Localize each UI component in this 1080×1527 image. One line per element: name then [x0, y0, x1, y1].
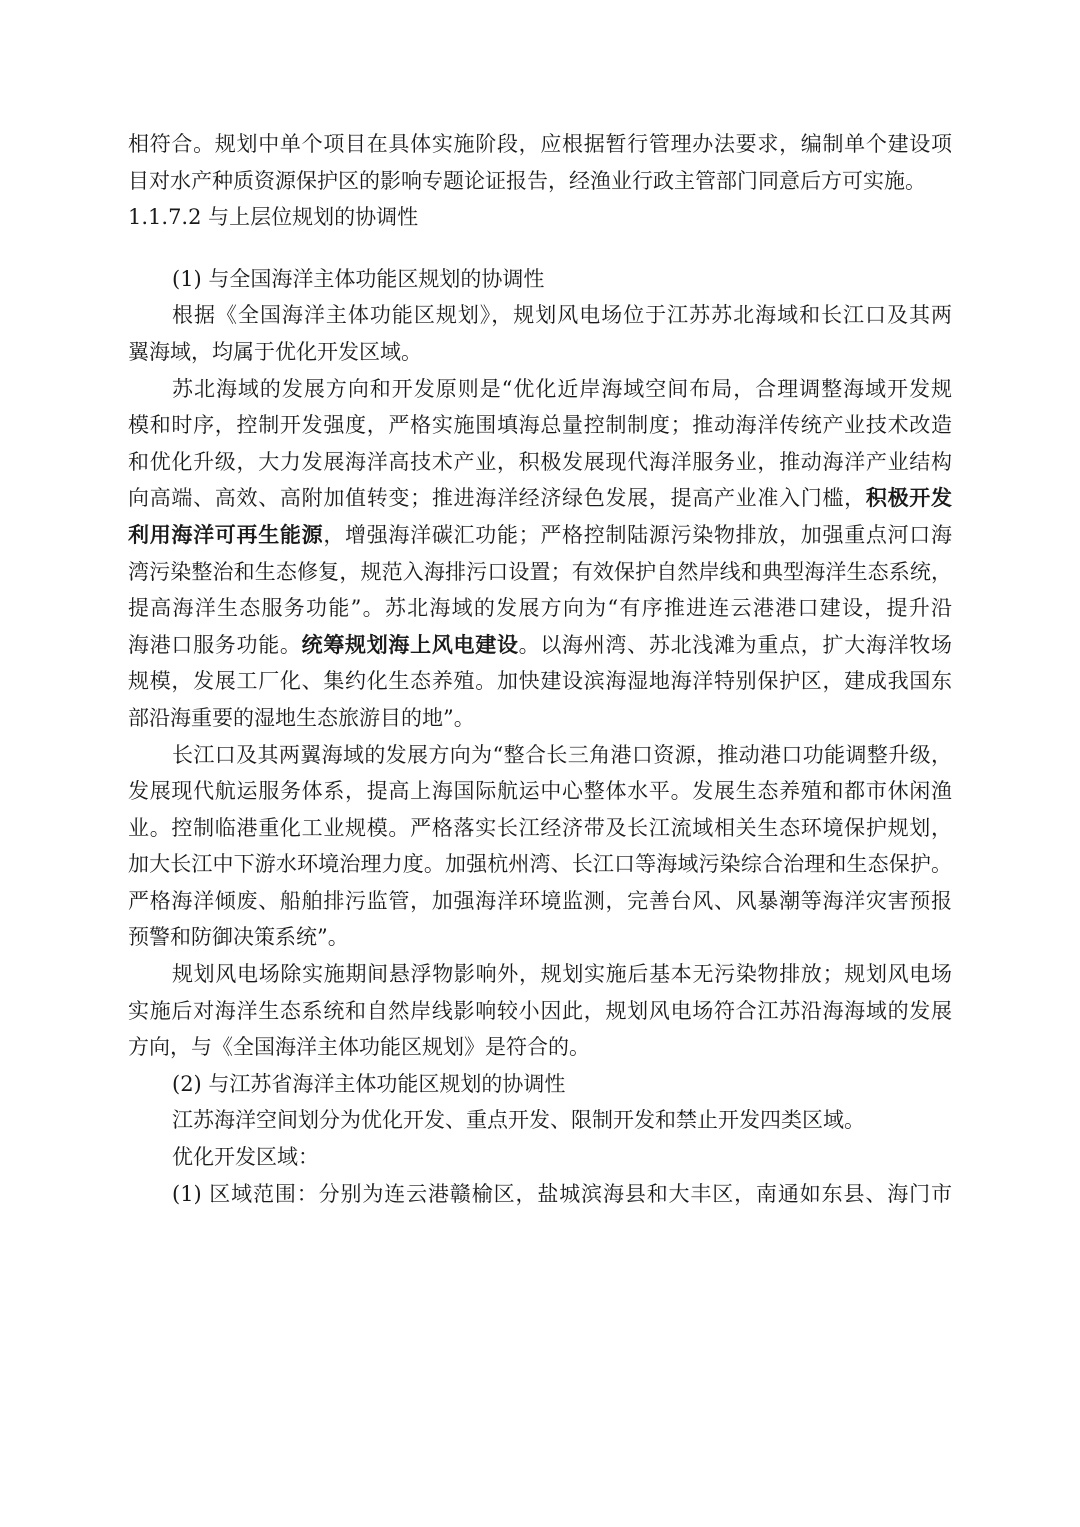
- paragraph-line: 业。控制临港重化工业规模。严格落实长江经济带及长江流域相关生态环境保护规划，: [128, 815, 952, 840]
- paragraph-line: [128, 627, 952, 664]
- paragraph-line: 和优化升级，大力发展海洋高技术产业，积极发展现代海洋服务业，推动海洋产业结构: [128, 449, 952, 474]
- text-run: 向高端、高效、高附加值转变；推进海洋经济绿色发展，提高产业准入门槛，: [128, 486, 866, 511]
- text-run: 海港口服务功能。: [128, 632, 302, 657]
- subsection-heading-2: (2) 与江苏省海洋主体功能区规划的协调性: [172, 1071, 566, 1096]
- paragraph-line: 湾污染整治和生态修复，规范入海排污口设置；有效保护自然岸线和典型海洋生态系统，: [128, 559, 952, 584]
- paragraph-line: 江苏海洋空间划分为优化开发、重点开发、限制开发和禁止开发四类区域。: [172, 1108, 865, 1133]
- text-run: 。以海州湾、苏北浅滩为重点，扩大海洋牧场: [518, 632, 952, 657]
- paragraph-line: 严格海洋倾废、船舶排污监管，加强海洋环境监测，完善台风、风暴潮等海洋灾害预报: [128, 888, 952, 913]
- document-body: [128, 126, 952, 1212]
- bold-text-run: 利用海洋可再生能源: [128, 521, 324, 547]
- paragraph-line: 方向，与《全国海洋主体功能区规划》是符合的。: [128, 1035, 590, 1060]
- paragraph-line: 规划风电场除实施期间悬浮物影响外，规划实施后基本无污染物排放；规划风电场: [172, 962, 952, 987]
- paragraph-line: 目对水产种质资源保护区的影响专题论证报告，经渔业行政主管部门同意后方可实施。: [128, 168, 926, 193]
- paragraph-line: 部沿海重要的湿地生态旅游目的地”。: [128, 705, 475, 730]
- paragraph-line: 提高海洋生态服务功能”。苏北海域的发展方向为“有序推进连云港港口建设，提升沿: [128, 596, 952, 621]
- paragraph-line: 发展现代航运服务体系，提高上海国际航运中心整体水平。发展生态养殖和都市休闲渔: [128, 779, 952, 804]
- bold-text-run: 积极开发: [865, 485, 952, 511]
- paragraph-line: (1) 区域范围：分别为连云港赣榆区，盐城滨海县和大丰区，南通如东县、海门市: [172, 1181, 952, 1206]
- paragraph-line: 实施后对海洋生态系统和自然岸线影响较小因此，规划风电场符合江苏沿海海域的发展: [128, 998, 952, 1023]
- paragraph-line: [128, 517, 952, 554]
- paragraph-line: [128, 480, 952, 517]
- bold-text-run: 统筹规划海上风电建设: [301, 631, 519, 657]
- paragraph-line: 根据《全国海洋主体功能区规划》，规划风电场位于江苏苏北海域和长江口及其两: [172, 303, 952, 328]
- paragraph-line: 优化开发区域：: [172, 1145, 319, 1170]
- paragraph-line: 长江口及其两翼海域的发展方向为“整合长三角港口资源，推动港口功能调整升级，: [172, 742, 952, 767]
- subsection-heading-1: (1) 与全国海洋主体功能区规划的协调性: [172, 266, 545, 291]
- paragraph-line: 规模，发展工厂化、集约化生态养殖。加快建设滨海湿地海洋特别保护区，建成我国东: [128, 669, 952, 694]
- paragraph-line: 相符合。规划中单个项目在具体实施阶段，应根据暂行管理办法要求，编制单个建设项: [128, 132, 952, 156]
- section-heading-1-1-7-2: 1.1.7.2 与上层位规划的协调性: [128, 205, 419, 230]
- paragraph-line: 苏北海域的发展方向和开发原则是“优化近岸海域空间布局，合理调整海域开发规: [172, 376, 952, 401]
- paragraph-line: 模和时序，控制开发强度，严格实施围填海总量控制制度；推动海洋传统产业技术改造: [128, 413, 952, 438]
- paragraph-line: 翼海域，均属于优化开发区域。: [128, 339, 422, 364]
- text-run: ，增强海洋碳汇功能；严格控制陆源污染物排放，加强重点河口海: [323, 522, 952, 547]
- paragraph-line: 加大长江中下游水环境治理力度。加强杭州湾、长江口等海域污染综合治理和生态保护。: [128, 852, 952, 877]
- paragraph-line: 预警和防御决策系统”。: [128, 925, 349, 950]
